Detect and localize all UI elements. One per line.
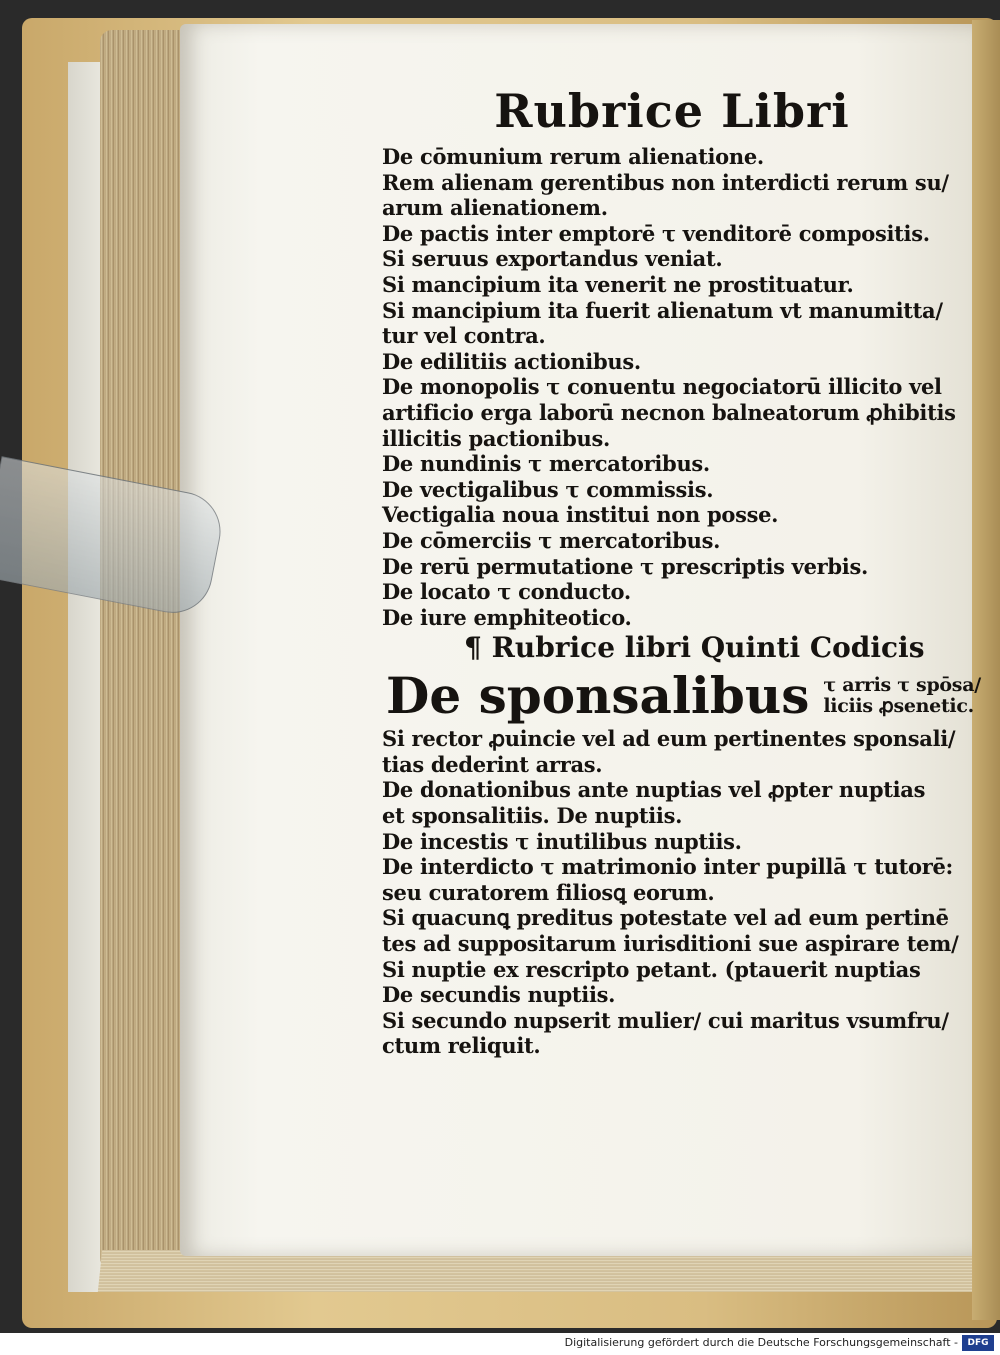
rubric-line: et sponsalitiis. De nuptiis. (382, 803, 683, 829)
big-title-side-text (823, 675, 980, 717)
rubric-line: De vectigalibus τ commissis. (382, 476, 714, 502)
rubric-line: Si nuptie ex rescripto petant. (ptauerit nuptias (382, 956, 921, 982)
rubric-line: Si secundo nupserit mulier/ cui maritus vsumfru/ (382, 1007, 949, 1033)
big-title: De sponsalibus (386, 666, 810, 726)
footer-bar (0, 1333, 1000, 1355)
rubric-line: tes ad suppositarum iurisditioni sue aspirare tem/ (382, 931, 959, 957)
rubric-line: Si mancipium ita fuerit alienatum vt manumitta/ (382, 297, 943, 323)
dfg-logo-icon: DFG (962, 1335, 994, 1351)
rubric-line: Si mancipium ita venerit ne prostituatur. (382, 271, 854, 297)
rubric-line: De rerū permutatione τ prescriptis verbis. (382, 553, 868, 579)
rubric-line: De cōmerciis τ mercatoribus. (382, 527, 721, 553)
rubric-line: De interdicto τ matrimonio inter pupillā τ tutorē: (382, 854, 953, 880)
rubric-line: artificio erga laborū necnon balneatorum ꝓhibitis (382, 399, 956, 425)
rubric-list-book-five (372, 726, 959, 1059)
rubric-line: Si quacunꝗ preditus potestate vel ad eum pertinē (382, 905, 949, 931)
rubric-line: tur vel contra. (382, 323, 546, 349)
rubric-line: De edilitiis actionibus. (382, 348, 641, 374)
funding-credit: Digitalisierung gefördert durch die Deutsche Forschungsgemeinschaft - (564, 1336, 958, 1349)
rubric-line: Rem alienam gerentibus non interdicti rerum su/ (382, 169, 949, 195)
rubric-line: Si seruus exportandus veniat. (382, 246, 723, 272)
side-line: liciis ꝓsenetic. (823, 695, 974, 718)
rubric-list (372, 144, 956, 630)
rubric-line: De pactis inter emptorē τ venditorē compositis. (382, 220, 930, 246)
page-bottom-edges (98, 1250, 982, 1292)
rubric-line: De incestis τ inutilibus nuptiis. (382, 828, 742, 854)
rubric-line: Vectigalia noua institui non posse. (382, 502, 779, 528)
rubric-line: tias dederint arras. (382, 751, 603, 777)
page-text (372, 78, 981, 1059)
rubric-line: De iure emphiteotico. (382, 604, 632, 630)
section-subheading (372, 630, 942, 666)
rubric-line: arum alienationem. (382, 195, 608, 221)
rubric-line: illicitis pactionibus. (382, 425, 610, 451)
rubric-line: De monopolis τ conuentu negociatorū illicito vel (382, 374, 942, 400)
rubric-line: ctum reliquit. (382, 1033, 541, 1059)
cover-right-edge (972, 20, 1000, 1320)
rubric-line: De cōmunium rerum alienatione. (382, 144, 764, 169)
rubric-line: De secundis nuptiis. (382, 982, 616, 1008)
rubric-line: seu curatorem filiosꝗ eorum. (382, 879, 715, 905)
rubric-line: De donationibus ante nuptias vel ꝓpter nuptias (382, 777, 926, 803)
rubric-line: Si rector ꝓuincie vel ad eum pertinentes sponsali/ (382, 726, 956, 752)
subheading-text: Rubrice libri Quinti Codicis (491, 631, 925, 665)
rubric-line: De nundinis τ mercatoribus. (382, 451, 710, 477)
page-heading: Rubrice Libri (494, 84, 850, 138)
pilcrow-mark: ¶ (464, 631, 482, 665)
rubric-line: De locato τ conducto. (382, 579, 631, 605)
side-line: τ arris τ spōsa/ (823, 674, 981, 697)
big-title-row (372, 666, 981, 726)
